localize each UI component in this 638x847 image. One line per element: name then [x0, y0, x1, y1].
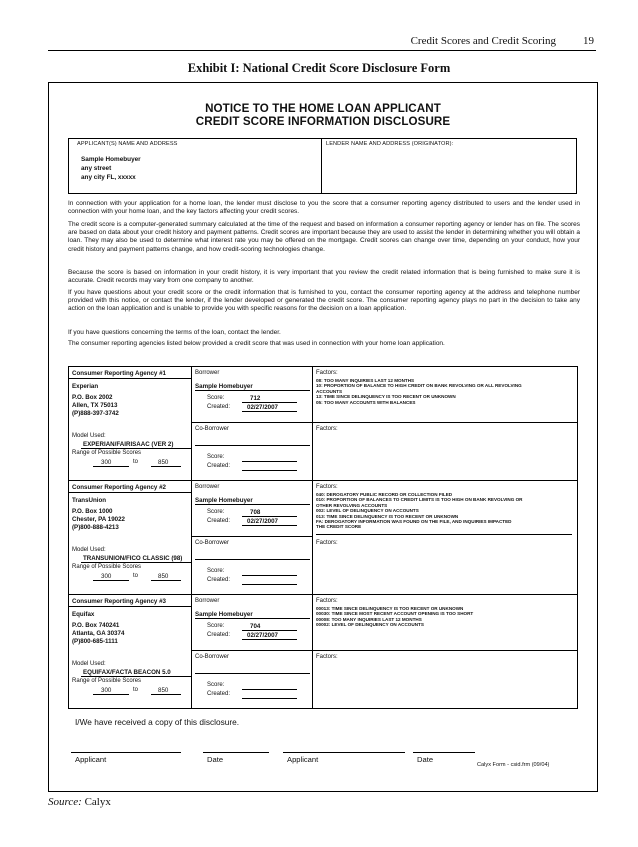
paragraph-loan-terms: If you have questions concerning the terms of the loan, contact the lender. [68, 329, 281, 336]
divider [192, 650, 312, 651]
applicant-signature-line-1[interactable] [71, 752, 181, 753]
agency-address-line-2: Allen, TX 75013 [72, 402, 118, 409]
applicant-address-cell [69, 139, 322, 193]
agency-phone: (P)800-888-4213 [72, 524, 119, 531]
borrower-created-date: 02/27/2007 [247, 632, 278, 639]
borrower-cell [192, 481, 313, 594]
source-note [48, 796, 111, 808]
model-underline [81, 676, 191, 677]
page-number: 19 [583, 35, 594, 47]
agency-name: TransUnion [72, 497, 107, 504]
created-underline [242, 525, 297, 526]
range-to-label: to [133, 687, 139, 693]
agency-address-line-2: Atlanta, GA 30374 [72, 630, 125, 637]
agency-row-1 [69, 367, 577, 481]
paragraph-questions: If you have questions about your credit score or the credit information that is furnished to you, contact the consumer reporting agency at the address and telephone number provided with this notice, or contact the lender, if the lender developed or generated the credit score. The consumer reporting agency plays no part in the decision to take any action on the loan application and is unable to provide you with specific reasons for the decision on a loan application. [68, 289, 580, 313]
source-value: Calyx [84, 796, 111, 808]
borrower-name: Sample Homebuyer [195, 497, 253, 504]
range-to-label: to [133, 573, 139, 579]
co-score-underline [242, 575, 297, 576]
agency-info-cell [69, 595, 192, 708]
borrower-name: Sample Homebuyer [195, 611, 253, 618]
factors-label: Factors: [316, 484, 338, 490]
borrower-score: 712 [250, 395, 261, 402]
model-value: EXPERIAN/FAIRISAAC (VER 2) [83, 441, 174, 448]
notice-title [49, 102, 597, 128]
divider [313, 650, 577, 651]
range-max-underline [151, 466, 181, 467]
model-value: TRANSUNION/FICO CLASSIC (98) [83, 555, 183, 562]
applicant-street: any street [81, 165, 112, 172]
range-max: 850 [158, 573, 169, 580]
source-label: Source: [48, 796, 82, 808]
paragraph-agencies: The consumer reporting agencies listed below provided a credit score that was used in connection with your home loan application. [68, 340, 445, 347]
running-header [48, 36, 596, 51]
range-min-underline [93, 580, 129, 581]
co-score-label: Score: [207, 682, 225, 688]
co-borrower-name-underline [195, 445, 310, 446]
agency-table [68, 366, 578, 709]
factors-cell [313, 481, 577, 594]
divider [69, 378, 191, 379]
borrower-cell [192, 595, 313, 708]
borrower-created-date: 02/27/2007 [247, 518, 278, 525]
agency-name: Equifax [72, 611, 95, 618]
score-underline [242, 516, 297, 517]
range-min-underline [93, 694, 129, 695]
co-borrower-label: Co-Borrower [195, 426, 230, 432]
borrower-factors: 00013: TIME SINCE DELINQUENCY IS TOO RECENT OR UNKNOWN 00030: TIME SINCE MOST RECENT ACCOUNT OPENING IS TOO SHORT 00008: TOO MANY INQUIRIES LAST 12 MONTHS 00002: LEVEL OF DELINQUENCY ON ACCOUNTS [316, 606, 474, 628]
model-used-label: Model Used: [72, 433, 106, 439]
range-min: 300 [101, 573, 112, 580]
factors-cell [313, 595, 577, 708]
borrower-score: 708 [250, 509, 261, 516]
agency-heading: Consumer Reporting Agency #1 [72, 370, 166, 377]
divider [192, 536, 312, 537]
agency-row-3 [69, 595, 577, 708]
model-underline [81, 562, 191, 563]
co-borrower-name-underline [195, 559, 310, 560]
co-created-underline [242, 698, 297, 699]
divider [69, 606, 191, 607]
factors-underline [316, 534, 572, 535]
model-value: EQUIFAX/FACTA BEACON 5.0 [83, 669, 171, 676]
borrower-score: 704 [250, 623, 261, 630]
co-borrower-label: Co-Borrower [195, 540, 230, 546]
range-max-underline [151, 580, 181, 581]
range-max: 850 [158, 687, 169, 694]
factors-label: Factors: [316, 598, 338, 604]
notice-title-line-1: NOTICE TO THE HOME LOAN APPLICANT [205, 102, 441, 115]
divider [69, 492, 191, 493]
date-line-2[interactable] [413, 752, 475, 753]
co-created-label: Created: [207, 463, 231, 469]
created-label: Created: [207, 632, 231, 638]
range-label: Range of Possible Scores [72, 678, 142, 684]
divider [313, 422, 577, 423]
exhibit-title: Exhibit I: National Credit Score Disclosure Form [187, 61, 451, 75]
factors-cell [313, 367, 577, 480]
applicant-name: Sample Homebuyer [81, 156, 141, 163]
borrower-name: Sample Homebuyer [195, 383, 253, 390]
score-underline [242, 630, 297, 631]
borrower-name-underline [195, 618, 310, 619]
agency-info-cell [69, 481, 192, 594]
co-created-label: Created: [207, 691, 231, 697]
borrower-label: Borrower [195, 370, 220, 376]
agency-phone: (P)800-685-1111 [72, 638, 118, 645]
co-factors-label: Factors: [316, 654, 338, 660]
co-borrower-label: Co-Borrower [195, 654, 230, 660]
applicant-signature-line-2[interactable] [283, 752, 405, 753]
created-label: Created: [207, 518, 231, 524]
range-min-underline [93, 466, 129, 467]
score-label: Score: [207, 509, 225, 515]
date-label-2: Date [417, 755, 434, 764]
running-header-title: Credit Scores and Credit Scoring [410, 35, 556, 47]
agency-phone: (P)888-397-3742 [72, 410, 119, 417]
applicant-address-label: APPLICANT(S) NAME AND ADDRESS [77, 141, 178, 147]
paragraph-credit-score: The credit score is a computer-generated summary calculated at the time of the request and based on information a consumer reporting agency or lender has on file. The scores are based on data about your credit history and payment patterns. Credit scores are important because they are used to assist the lender in determining whether you will obtain a loan. They may also be used to determine what interest rate you may be offered on the mortgage. Credit scores can change over time, depending on your conduct, how your credit history and payment patterns change, and how credit-scoring technologies change. [68, 221, 580, 253]
paragraph-review: Because the score is based on information in your credit history, it is very important that you review the credit related information that is being furnished to make sure it is accurate. Credit records may vary from one company to another. [68, 269, 580, 285]
borrower-name-underline [195, 504, 310, 505]
borrower-created-date: 02/27/2007 [247, 404, 278, 411]
co-factors-label: Factors: [316, 426, 338, 432]
disclosure-form [48, 82, 598, 792]
range-max-underline [151, 694, 181, 695]
co-score-label: Score: [207, 454, 225, 460]
date-line-1[interactable] [203, 752, 269, 753]
range-max: 850 [158, 459, 169, 466]
range-min: 300 [101, 687, 112, 694]
agency-row-2 [69, 481, 577, 595]
model-used-label: Model Used: [72, 547, 106, 553]
range-label: Range of Possible Scores [72, 450, 142, 456]
co-created-underline [242, 470, 297, 471]
borrower-label: Borrower [195, 598, 220, 604]
paragraph-intro: In connection with your application for a home loan, the lender must disclose to you the score that a consumer reporting agency distributed to users and the lender used in connection with your home loan, and the key factors affecting your credit scores. [68, 200, 580, 216]
divider [192, 422, 312, 423]
co-score-label: Score: [207, 568, 225, 574]
agency-heading: Consumer Reporting Agency #2 [72, 484, 166, 491]
form-identifier: Calyx Form - csid.frm (09/04) [477, 762, 550, 768]
co-score-underline [242, 689, 297, 690]
range-min: 300 [101, 459, 112, 466]
borrower-factors: 040: DEROGATORY PUBLIC RECORD OR COLLECTION FILED 010: PROPORTION OF BALANCES TO CREDIT LIMITS IS TOO HIGH ON BANK REVOLVING OR OTHER REVOLVING ACCOUNTS 002: LEVEL OF DELINQUENCY ON ACCOUNTS 013: TIME SINCE DELINQUENCY IS TOO RECENT OR UNKNOWN FA: DEROGATORY INFORMATION WAS FOUND ON THE FILE, AND INQUIRIES IMPACTED THE CREDIT SCORE [316, 492, 523, 530]
agency-address-line-1: P.O. Box 1000 [72, 508, 113, 515]
co-created-underline [242, 584, 297, 585]
applicant-city: any city FL, xxxxx [81, 174, 136, 181]
agency-name: Experian [72, 383, 99, 390]
borrower-factors: 08: TOO MANY INQUIRIES LAST 12 MONTHS 10: PROPORTION OF BALANCE TO HIGH CREDIT ON BANK REVOLVING OR ALL REVOLVING ACCOUNTS 13: TIME SINCE DELINQUENCY IS TOO RECENT OR UNKNOWN 05: TOO MANY ACCOUNTS WITH BALANCES [316, 378, 522, 405]
borrower-cell [192, 367, 313, 480]
receipt-acknowledgement: I/We have received a copy of this disclosure. [75, 717, 240, 727]
borrower-label: Borrower [195, 484, 220, 490]
factors-label: Factors: [316, 370, 338, 376]
co-score-underline [242, 461, 297, 462]
created-label: Created: [207, 404, 231, 410]
created-underline [242, 411, 297, 412]
created-underline [242, 639, 297, 640]
agency-address-line-1: P.O. Box 2002 [72, 394, 113, 401]
lender-address-cell [322, 139, 576, 193]
model-underline [81, 448, 191, 449]
notice-title-line-2: CREDIT SCORE INFORMATION DISCLOSURE [195, 115, 451, 128]
score-label: Score: [207, 395, 225, 401]
address-box [68, 138, 577, 194]
agency-heading: Consumer Reporting Agency #3 [72, 598, 166, 605]
lender-address-label: LENDER NAME AND ADDRESS (ORIGINATOR): [326, 141, 454, 147]
score-underline [242, 402, 297, 403]
borrower-name-underline [195, 390, 310, 391]
range-to-label: to [133, 459, 139, 465]
agency-address-line-2: Chester, PA 19022 [72, 516, 125, 523]
score-label: Score: [207, 623, 225, 629]
date-label-1: Date [207, 755, 224, 764]
co-borrower-name-underline [195, 673, 310, 674]
applicant-label-1: Applicant [75, 755, 107, 764]
co-factors-label: Factors: [316, 540, 338, 546]
range-label: Range of Possible Scores [72, 564, 142, 570]
co-created-label: Created: [207, 577, 231, 583]
applicant-label-2: Applicant [287, 755, 319, 764]
model-used-label: Model Used: [72, 661, 106, 667]
agency-info-cell [69, 367, 192, 480]
agency-address-line-1: P.O. Box 740241 [72, 622, 120, 629]
